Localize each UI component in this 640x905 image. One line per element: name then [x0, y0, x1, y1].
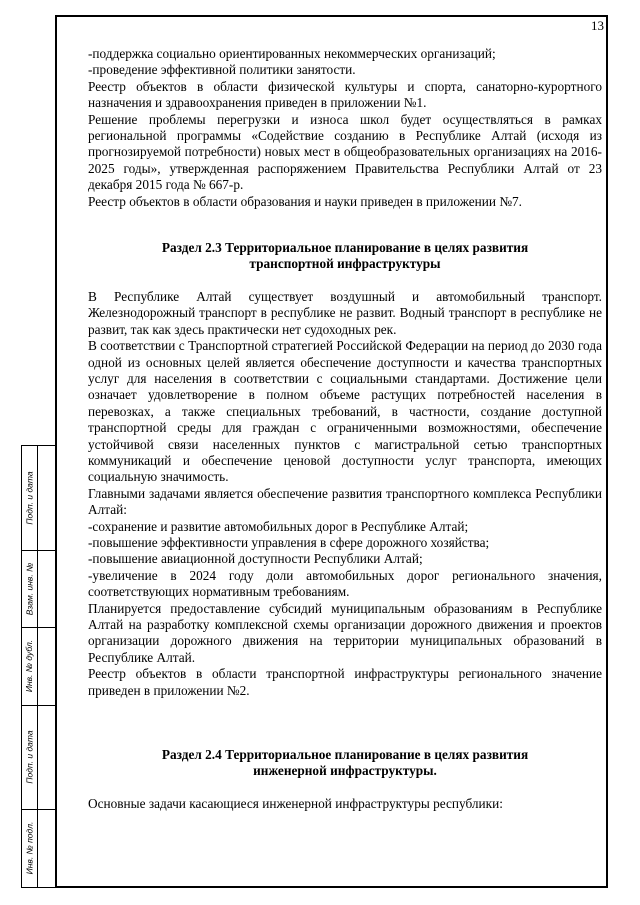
- list-item: -увеличение в 2024 году доли автомобильных дорог регионального значения, соответствующих нормативным требованиям.: [88, 567, 602, 600]
- list-item: -проведение эффективной политики занятости.: [88, 62, 356, 78]
- stamp-label: Инв. № дубл.: [24, 639, 35, 693]
- paragraph: Главными задачами является обеспечение развития транспортного комплекса Республики Алтай:: [88, 485, 602, 518]
- list-item: -поддержка социально ориентированных некоммерческих организаций;: [88, 46, 496, 61]
- section-heading: [88, 747, 602, 780]
- section-heading-line: транспортной инфраструктуры: [249, 256, 441, 272]
- paragraph: Реестр объектов в области физической культуры и спорта, санаторно-курортного назначения и здравоохранения приведен в приложении №1.: [88, 78, 602, 111]
- stamp-label: Инв. № подл.: [24, 821, 35, 875]
- paragraph: Основные задачи касающиеся инженерной инфраструктуры республики:: [88, 795, 503, 811]
- paragraph: В соответствии с Транспортной стратегией Российской Федерации на период до 2030 года одной из основных целей является обеспечение доступности и качества транспортных услуг для населения в соответствии с социальными стандартами. Достижение цели означает удовлетворение в полном объеме растущих потребностей населения в перевозках, а также специальных требований, в частности, создание доступной транспортной среды для граждан с ограниченными возможностями, обеспечение устойчивой связи населенных пунктов с магистральной сетью транспортных коммуникаций и обеспечение ценовой доступности услуг транспорта, имеющих социальную значимость.: [88, 338, 602, 485]
- section-heading-line: инженерной инфраструктуры.: [253, 763, 437, 779]
- section-heading-line: Раздел 2.4 Территориальное планирование в целях развития: [161, 747, 529, 763]
- stamp-label: Подп. и дата: [24, 471, 35, 525]
- list-item: -сохранение и развитие автомобильных дорог в Республике Алтай;: [88, 518, 469, 534]
- section-heading-line: Раздел 2.3 Территориальное планирование в целях развития: [161, 240, 529, 256]
- page-number: 13: [591, 18, 604, 33]
- list-item: -повышение авиационной доступности Республики Алтай;: [88, 551, 423, 567]
- paragraph: В Республике Алтай существует воздушный и автомобильный транспорт. Железнодорожный транспорт в республике не развит. Водный транспорт в республике не развит, так как здесь практически нет судоходных рек.: [88, 288, 602, 337]
- paragraph: Планируется предоставление субсидий муниципальным образованиям в Республике Алтай на разработку комплексной схемы организации дорожного движения и проектов организации дорожного движения на территории муниципальных образований в Республике Алтай.: [88, 600, 602, 665]
- list-item: -повышение эффективности управления в сфере дорожного хозяйства;: [88, 534, 490, 550]
- paragraph: Реестр объектов в области транспортной инфраструктуры регионального значение приведен в приложении №2.: [88, 666, 602, 698]
- stamp-label: Подп. и дата: [24, 730, 35, 784]
- stamp-label: Взам. инв. №: [24, 562, 35, 615]
- paragraph: Решение проблемы перегрузки и износа школ будет осуществляться в рамках региональной программы «Содействие созданию в Республике Алтай (исходя из прогнозируемой потребности) новых мест в общеобразовательных организациях на 2016-2025 годы», утвержденная распоряжением Правительства Республики Алтай от 23 декабря 2015 года № 667-р.: [88, 111, 602, 193]
- section-heading: [88, 240, 602, 273]
- side-stamp: [21, 445, 55, 888]
- paragraph: Реестр объектов в области образования и науки приведен в приложении №7.: [88, 193, 522, 209]
- document-body: [88, 46, 602, 812]
